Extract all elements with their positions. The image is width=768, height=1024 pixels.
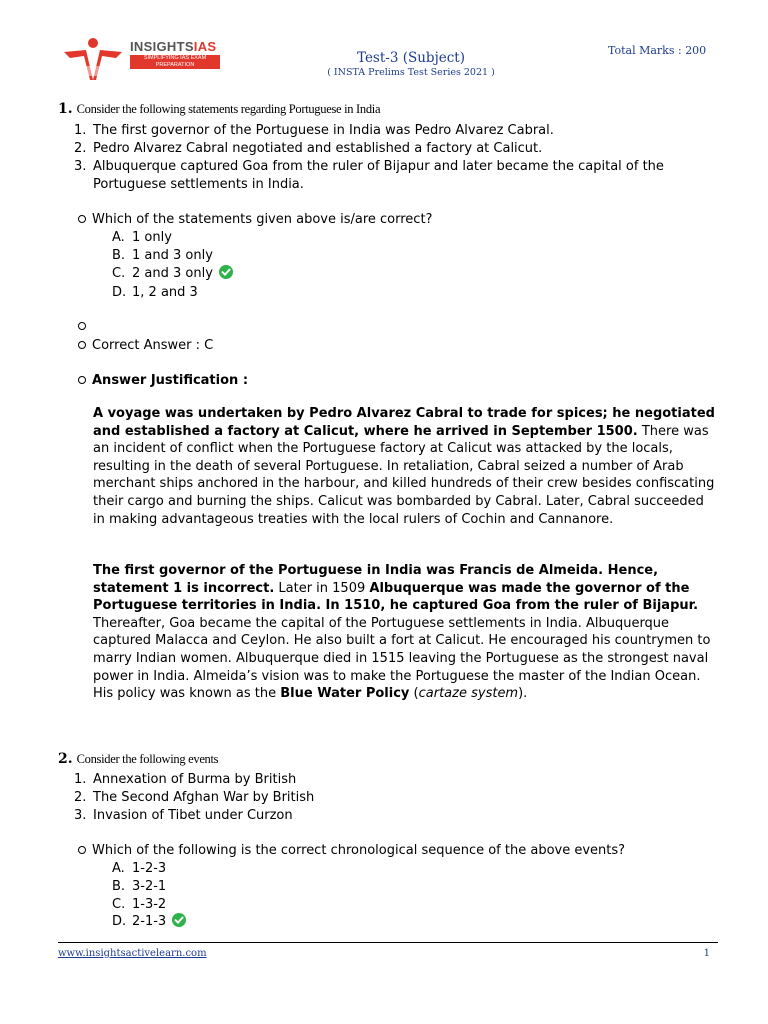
question-number: 2. [58, 751, 73, 767]
page-number: 1 [703, 948, 710, 959]
option-a: A. 1-2-3 [112, 861, 167, 876]
option-d: D. 2-1-3 [112, 913, 186, 931]
option-b: B. 1 and 3 only [112, 248, 213, 263]
correct-check-icon [172, 913, 186, 927]
footer-website-link[interactable]: www.insightsactivelearn.com [58, 948, 207, 959]
bullet-icon [78, 215, 86, 223]
event-3: 3. Invasion of Tibet under Curzon [74, 808, 293, 823]
option-b: B. 3-2-1 [112, 879, 167, 894]
correct-answer: Correct Answer : C [78, 337, 213, 355]
question-prompt: Which of the following is the correct chronological sequence of the above events? [78, 842, 625, 860]
total-marks: Total Marks : 200 [608, 44, 707, 57]
question-2-heading [58, 751, 218, 767]
test-subtitle: ( INSTA Prelims Test Series 2021 ) [327, 67, 495, 78]
logo-tagline: SIMPLIFYING IAS EXAM PREPARATION [130, 55, 220, 69]
statement-3: 3. Albuquerque captured Goa from the ruler of Bijapur and later became the capital of the Portuguese settlements in India. [74, 159, 664, 192]
event-1: 1. Annexation of Burma by British [74, 772, 297, 787]
bullet-icon [78, 376, 86, 384]
empty-bullet [78, 318, 92, 336]
footer-divider [58, 942, 718, 943]
option-a: A. 1 only [112, 230, 172, 245]
insightsias-logo [58, 36, 228, 82]
bullet-icon [78, 846, 86, 854]
page-header [0, 0, 768, 90]
logo-emblem-icon [58, 36, 128, 82]
option-c: C. 1-3-2 [112, 897, 167, 912]
option-d: D. 1, 2 and 3 [112, 285, 198, 300]
question-1-heading [58, 101, 380, 117]
justification-paragraph-2: The first governor of the Portuguese in India was Francis de Almeida. Hence, statement 1 is incorrect. Later in 1509 Albuquerque was made the governor of the Portuguese territories in India. In 1510, he captured Goa from the ruler of Bijapur. Thereafter, Goa became the capital of the Portuguese settlements in India. Albuquerque captured Malacca and Ceylon. He also built a fort at Calicut. He encouraged his countrymen to marry Indian women. Albuquerque died in 1515 leaving the Portuguese as the strongest naval power in India. Almeida’s vision was to make the Portuguese the master of the Indian Ocean. His policy was known as the Blue Water Policy (cartaze system). [93, 563, 711, 702]
justification-paragraph-1: A voyage was undertaken by Pedro Alvarez Cabral to trade for spices; he negotiated and established a factory at Calicut, where he arrived in September 1500. There was an incident of conflict when the Portuguese factory at Calicut was attacked by the locals, resulting in the death of several Portuguese. In retaliation, Cabral seized a number of Arab merchant ships anchored in the harbour, and killed hundreds of their crew besides confiscating their cargo and burning the ships. Calicut was bombarded by Cabral. Later, Cabral succeeded in making advantageous treaties with the local rulers of Cochin and Cannanore. [93, 406, 715, 527]
bullet-icon [78, 341, 86, 349]
option-c: C. 2 and 3 only [112, 265, 233, 283]
statement-1: 1. The first governor of the Portuguese in India was Pedro Alvarez Cabral. [74, 123, 554, 138]
question-text: Consider the following events [76, 752, 219, 766]
answer-justification-label: Answer Justification : [78, 372, 248, 390]
question-number: 1. [58, 101, 73, 117]
correct-check-icon [219, 265, 233, 279]
logo-wordmark: INSIGHTSIAS [130, 39, 217, 54]
question-text: Consider the following statements regarding Portuguese in India [76, 102, 381, 116]
statement-2: 2. Pedro Alvarez Cabral negotiated and established a factory at Calicut. [74, 141, 543, 156]
event-2: 2. The Second Afghan War by British [74, 790, 315, 805]
test-title: Test-3 (Subject) [356, 50, 466, 66]
question-prompt: Which of the statements given above is/are correct? [78, 211, 432, 229]
bullet-icon [78, 322, 86, 330]
